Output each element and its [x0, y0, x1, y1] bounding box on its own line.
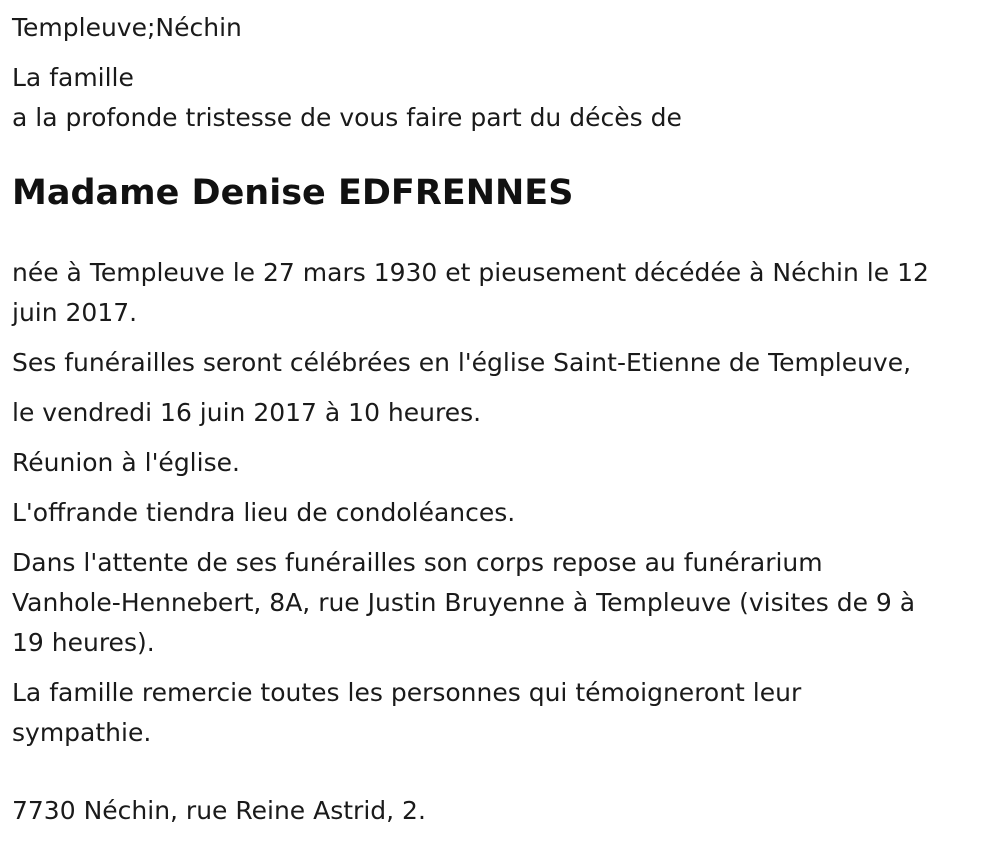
birth-death-line-1: née à Templeuve le 27 mars 1930 et pieusement décédée à Néchin le 12 — [12, 258, 929, 287]
resting-place-line-2: Vanhole-Hennebert, 8A, rue Justin Bruyenne à Templeuve (visites de 9 à — [12, 588, 916, 617]
resting-place-paragraph — [12, 543, 988, 663]
thanks-line-2: sympathie. — [12, 718, 152, 747]
intro-announcement: a la profonde tristesse de vous faire part du décès de — [12, 103, 682, 132]
intro-block — [12, 58, 988, 138]
funeral-paragraph: Ses funérailles seront célébrées en l'église Saint-Etienne de Templeuve, — [12, 348, 912, 377]
meeting-paragraph: Réunion à l'église. — [12, 448, 240, 477]
birth-death-line-2: juin 2017. — [12, 298, 138, 327]
birth-death-paragraph — [12, 253, 988, 333]
resting-place-line-3: 19 heures). — [12, 628, 155, 657]
offering-paragraph: L'offrande tiendra lieu de condoléances. — [12, 498, 516, 527]
funeral-date-paragraph: le vendredi 16 juin 2017 à 10 heures. — [12, 398, 482, 427]
family-address: 7730 Néchin, rue Reine Astrid, 2. — [12, 796, 426, 825]
deceased-name: Madame Denise EDFRENNES — [12, 173, 574, 213]
location-header: Templeuve;Néchin — [12, 13, 242, 42]
intro-family: La famille — [12, 63, 134, 92]
thanks-line-1: La famille remercie toutes les personnes qui témoigneront leur — [12, 678, 802, 707]
thanks-paragraph — [12, 673, 988, 753]
resting-place-line-1: Dans l'attente de ses funérailles son corps repose au funérarium — [12, 548, 823, 577]
